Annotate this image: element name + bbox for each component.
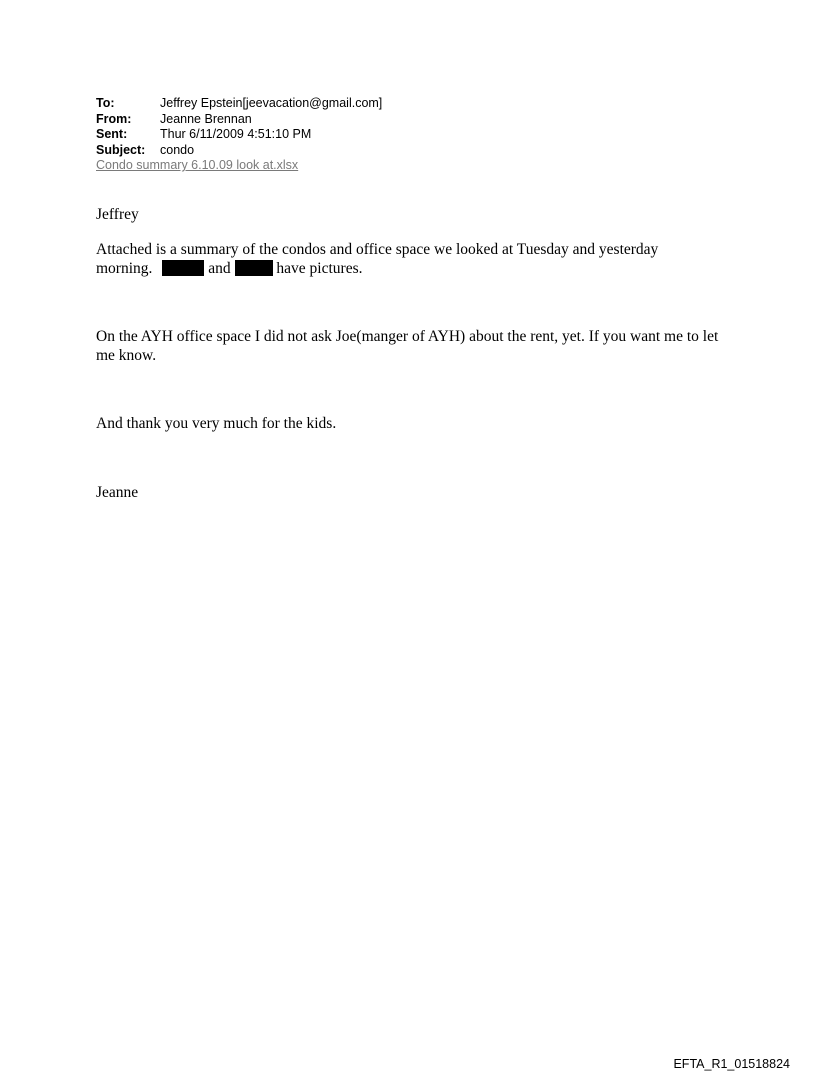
attached-end: have pictures. (272, 260, 363, 277)
to-value: Jeffrey Epstein[jeevacation@gmail.com] (160, 96, 383, 110)
from-label: From: (96, 111, 132, 126)
signature: Jeanne (96, 484, 139, 501)
redaction-block-2 (235, 260, 273, 276)
subject-value: condo (160, 142, 195, 157)
redaction-block-1 (162, 260, 204, 276)
sent-label: Sent: (96, 127, 128, 141)
email-header (96, 96, 382, 174)
document-id: EFTA_R1_01518824 (673, 1057, 790, 1071)
from-value: Jeanne Brennan (160, 111, 252, 126)
attached-line-2 (96, 259, 736, 278)
attached-and: and (204, 260, 235, 277)
subject-row (96, 143, 382, 159)
subject-label: Subject: (96, 142, 146, 157)
attachment-link[interactable]: Condo summary 6.10.09 look at.xlsx (96, 158, 299, 172)
to-label: To: (96, 96, 115, 110)
sent-row (96, 127, 382, 143)
attached-line-1: Attached is a summary of the condos and office space we looked at Tuesday and yesterday (96, 241, 659, 258)
attached-paragraph (96, 240, 736, 278)
ayh-paragraph: On the AYH office space I did not ask Joe(manger of AYH) about the rent, yet. If you want me to let me know. (96, 328, 719, 364)
thanks-paragraph: And thank you very much for the kids. (96, 415, 337, 432)
attached-line-2-start: morning. (96, 260, 153, 277)
greeting: Jeffrey (96, 206, 139, 223)
from-row (96, 112, 382, 128)
sent-value: Thur 6/11/2009 4:51:10 PM (160, 127, 312, 141)
to-row (96, 96, 382, 112)
